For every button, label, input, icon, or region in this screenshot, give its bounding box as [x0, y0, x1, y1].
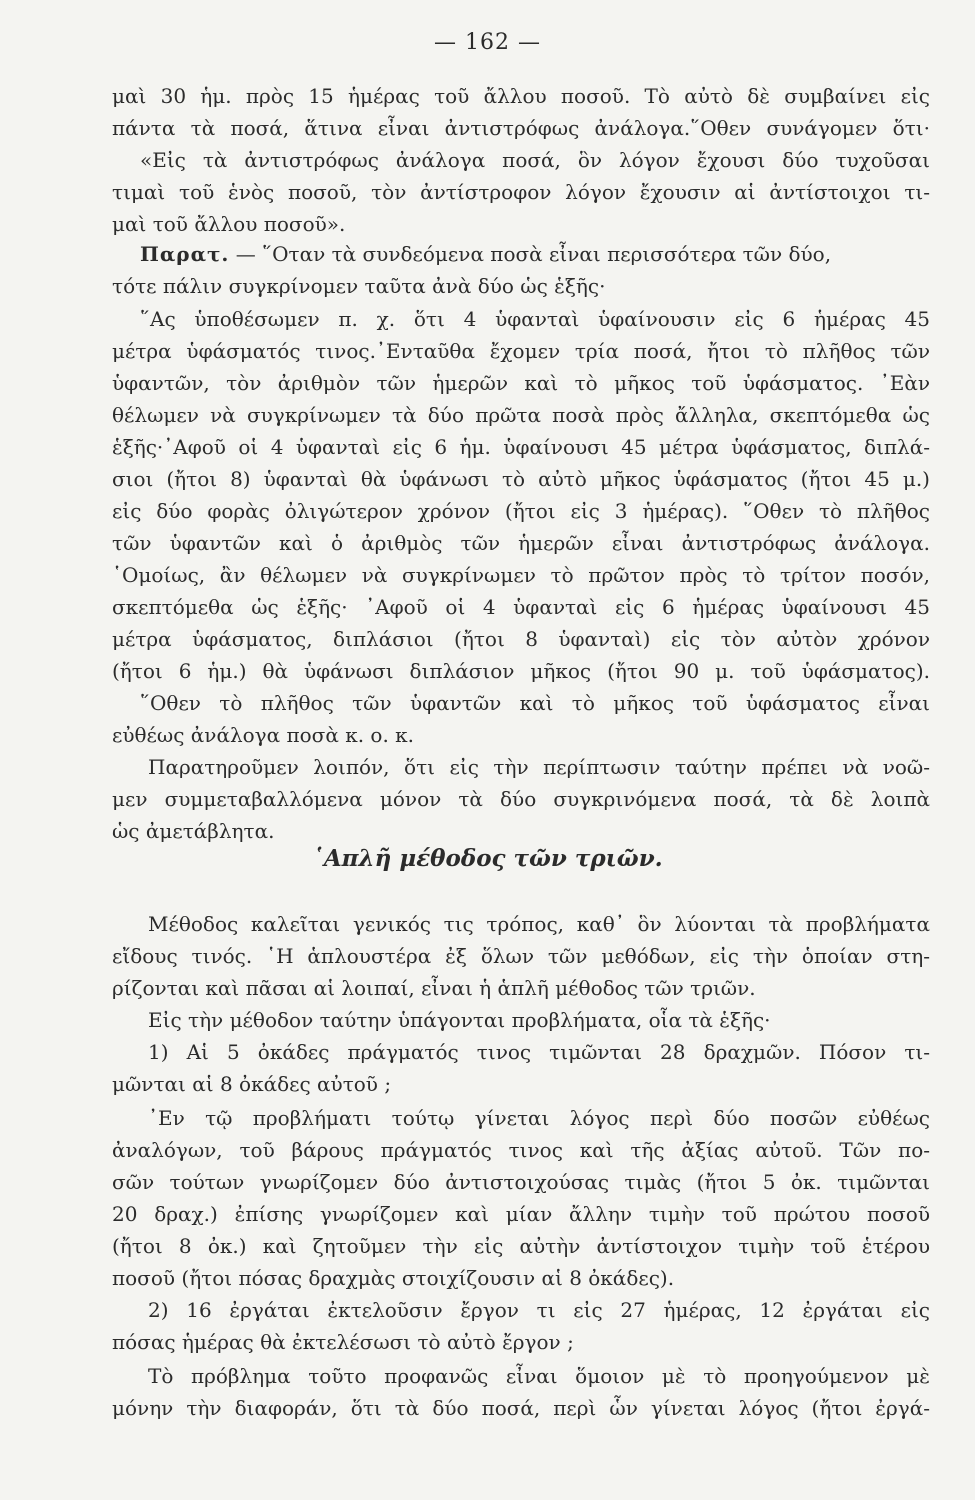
- text-line: «Εἰς τὰ ἀντιστρόφως ἀνάλογα ποσά, ὃν λόγον ἔχουσι δύο τυχοῦσαι: [140, 148, 930, 172]
- problem-line: μῶνται αἱ 8 ὀκάδες αὐτοῦ ;: [112, 1072, 392, 1096]
- text-line: μόνην τὴν διαφοράν, ὅτι τὰ δύο ποσά, περὶ ὧν γίνεται λόγος (ἤτοι ἐργά-: [112, 1396, 930, 1420]
- problem-line: πόσας ἡμέρας θὰ ἐκτελέσωσι τὸ αὐτὸ ἔργον ;: [112, 1330, 574, 1354]
- text-line: εἴδους τινός. ῾Η ἁπλουστέρα ἐξ ὅλων τῶν μεθόδων, εἰς τὴν ὁποίαν στη-: [112, 944, 930, 968]
- text-line: ἀναλόγων, τοῦ βάρους πράγματός τινος καὶ τῆς ἀξίας αὐτοῦ. Τῶν πο-: [112, 1138, 930, 1162]
- text-line: σκεπτόμεθα ὡς ἑξῆς· ᾿Αφοῦ οἱ 4 ὑφανταὶ εἰς 6 ἡμέρας ὑφαίνουσι 45: [112, 595, 930, 619]
- text-line: Τὸ πρόβλημα τοῦτο προφανῶς εἶναι ὅμοιον μὲ τὸ προηγούμενον μὲ: [148, 1364, 930, 1388]
- section-title: ῾Απλῆ μέθοδος τῶν τριῶν.: [312, 845, 663, 872]
- text-line: εἰς δύο φορὰς ὀλιγώτερον χρόνον (ἤτοι εἰς 3 ἡμέρας). ῞Οθεν τὸ πλῆθος: [112, 499, 930, 523]
- text-line: (ἤτοι 6 ἡμ.) θὰ ὑφάνωσι διπλάσιον μῆκος (ἤτοι 90 μ. τοῦ ὑφάσματος).: [112, 659, 930, 683]
- text-line: ὑφαντῶν, τὸν ἀριθμὸν τῶν ἡμερῶν καὶ τὸ μῆκος τοῦ ὑφάσματος. ᾿Εὰν: [112, 371, 930, 395]
- text-line: Εἰς τὴν μέθοδον ταύτην ὑπάγονται προβλήματα, οἷα τὰ ἑξῆς·: [148, 1008, 771, 1032]
- text-line: τιμαὶ τοῦ ἑνὸς ποσοῦ, τὸν ἀντίστροφον λόγον ἔχουσιν αἱ ἀντίστοιχοι τι-: [112, 180, 930, 204]
- remark-text: — ῞Οταν τὰ συνδεόμενα ποσὰ εἶναι περισσότερα τῶν δύο,: [235, 242, 832, 266]
- problem-line: 1) Αἱ 5 ὀκάδες πράγματός τινος τιμῶνται 28 δραχμῶν. Πόσον τι-: [148, 1040, 930, 1064]
- text-line: ἑξῆς·᾿Αφοῦ οἱ 4 ὑφανταὶ εἰς 6 ἡμ. ὑφαίνουσι 45 μέτρα ὑφάσματος, διπλά-: [112, 435, 930, 459]
- text-line: ρίζονται καὶ πᾶσαι αἱ λοιπαί, εἶναι ἡ ἁπλῆ μέθοδος τῶν τριῶν.: [112, 976, 756, 1000]
- text-line: τότε πάλιν συγκρίνομεν ταῦτα ἀνὰ δύο ὡς ἑξῆς·: [112, 274, 606, 298]
- text-line: ῞Ας ὑποθέσωμεν π. χ. ὅτι 4 ὑφανταὶ ὑφαίνουσιν εἰς 6 ἡμέρας 45: [140, 307, 930, 331]
- text-line: μεν συμμεταβαλλόμενα μόνον τὰ δύο συγκρινόμενα ποσά, τὰ δὲ λοιπὰ: [112, 787, 930, 811]
- text-line: ποσοῦ (ἤτοι πόσας δραχμὰς στοιχίζουσιν αἱ 8 ὀκάδες).: [112, 1266, 675, 1290]
- text-line: σιοι (ἤτοι 8) ὑφανταὶ θὰ ὑφάνωσι τὸ αὐτὸ μῆκος ὑφάσματος (ἤτοι 45 μ.): [112, 467, 930, 491]
- text-line: μαὶ 30 ἡμ. πρὸς 15 ἡμέρας τοῦ ἄλλου ποσοῦ. Τὸ αὐτὸ δὲ συμβαίνει εἰς: [112, 84, 930, 108]
- text-line: μαὶ τοῦ ἄλλου ποσοῦ».: [112, 212, 346, 236]
- text-line: ᾿Εν τῷ προβλήματι τούτῳ γίνεται λόγος περὶ δύο ποσῶν εὐθέως: [148, 1106, 930, 1130]
- remark-label: Παρατ.: [140, 242, 230, 266]
- text-line: εὐθέως ἀνάλογα ποσὰ κ. ο. κ.: [112, 723, 415, 747]
- text-line: ῞Οθεν τὸ πλῆθος τῶν ὑφαντῶν καὶ τὸ μῆκος τοῦ ὑφάσματος εἶναι: [140, 691, 930, 715]
- text-line: (ἤτοι 8 ὀκ.) καὶ ζητοῦμεν τὴν εἰς αὐτὴν ἀντίστοιχον τιμὴν τοῦ ἑτέρου: [112, 1234, 930, 1258]
- text-line: τῶν ὑφαντῶν καὶ ὁ ἀριθμὸς τῶν ἡμερῶν εἶναι ἀντιστρόφως ἀνάλογα.: [112, 531, 930, 555]
- text-line: Παρατηροῦμεν λοιπόν, ὅτι εἰς τὴν περίπτωσιν ταύτην πρέπει νὰ νοῶ-: [148, 755, 930, 779]
- problem-line: 2) 16 ἐργάται ἐκτελοῦσιν ἔργον τι εἰς 27 ἡμέρας, 12 ἐργάται εἰς: [148, 1298, 930, 1322]
- text-line: πάντα τὰ ποσά, ἅτινα εἶναι ἀντιστρόφως ἀνάλογα.῞Οθεν συνάγομεν ὅτι·: [112, 116, 930, 140]
- page-number: — 162 —: [434, 30, 541, 55]
- remark-line: [140, 240, 930, 268]
- text-line: μέτρα ὑφάσματος, διπλάσιοι (ἤτοι 8 ὑφανταὶ) εἰς τὸν αὐτὸν χρόνον: [112, 627, 930, 651]
- text-line: μέτρα ὑφάσματός τινος.᾿Ενταῦθα ἔχομεν τρία ποσά, ἤτοι τὸ πλῆθος τῶν: [112, 339, 930, 363]
- text-line: Μέθοδος καλεῖται γενικός τις τρόπος, καθ᾿ ὃν λύονται τὰ προβλήματα: [148, 912, 930, 936]
- text-line: ῾Ομοίως, ἂν θέλωμεν νὰ συγκρίνωμεν τὸ πρῶτον πρὸς τὸ τρίτον ποσόν,: [112, 563, 930, 587]
- text-line: 20 δραχ.) ἐπίσης γνωρίζομεν καὶ μίαν ἄλλην τιμὴν τοῦ πρώτου ποσοῦ: [112, 1202, 930, 1226]
- text-line: θέλωμεν νὰ συγκρίνωμεν τὰ δύο πρῶτα ποσὰ πρὸς ἄλληλα, σκεπτόμεθα ὡς: [112, 403, 930, 427]
- text-line: σῶν τούτων γνωρίζομεν δύο ἀντιστοιχούσας τιμὰς (ἤτοι 5 ὀκ. τιμῶνται: [112, 1170, 930, 1194]
- text-line: ὡς ἀμετάβλητα.: [112, 819, 275, 843]
